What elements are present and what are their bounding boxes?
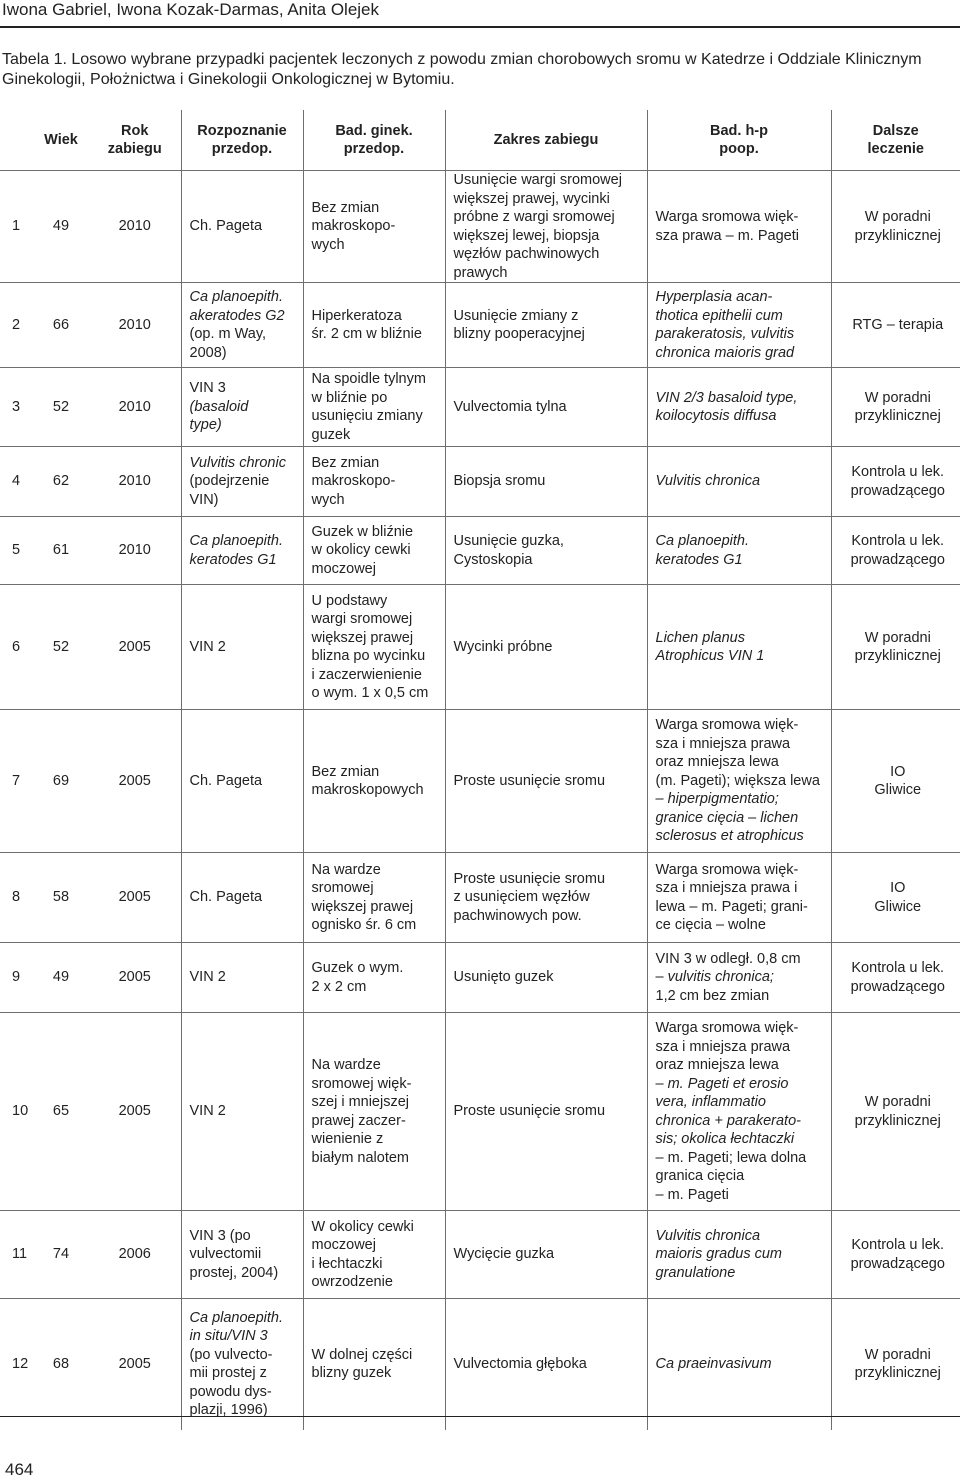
- cell-line: W poradni: [864, 1094, 931, 1110]
- cell-bad-ginek: [303, 943, 445, 1013]
- table-row: [0, 368, 960, 447]
- cell-line: W poradni: [864, 1346, 931, 1363]
- cell-zakres: [445, 283, 647, 368]
- cell-line: większej prawej, wycinki: [453, 190, 610, 207]
- header-bad-ginek: Bad. ginek. przedop.: [303, 110, 445, 171]
- cell-bad-hp: [647, 517, 831, 585]
- cell-line: prostej, 2004): [189, 1264, 279, 1281]
- table-row: [0, 517, 960, 585]
- cell-nr: 2: [12, 316, 21, 333]
- cell-line: maioris gradus cum: [655, 1246, 783, 1263]
- cell-line: Kontrola u lek.: [851, 464, 945, 480]
- cell-nr: 9: [12, 969, 21, 986]
- cell-line: – hiperpigmentatio;: [655, 791, 779, 808]
- cell-line: akeratodes G2: [189, 307, 285, 324]
- cell-line: blizny guzek: [311, 1365, 392, 1382]
- cell-line: keratodes G1: [655, 551, 743, 568]
- cell-line: Warga sromowa więk-: [655, 861, 799, 878]
- cell-line: pachwinowych pow.: [453, 907, 582, 924]
- cell-bad-ginek: [303, 585, 445, 710]
- cell-line: prawej zaczer-: [311, 1112, 406, 1129]
- cell-line: – vulvitis chronica;: [655, 969, 774, 986]
- cell-zakres: [445, 171, 647, 283]
- cell-wiek: 49: [52, 969, 70, 986]
- cell-nr: 1: [12, 218, 21, 235]
- cell-wiek: 49: [52, 218, 70, 235]
- cell-line: wych: [311, 236, 345, 253]
- table-bottom-rule: [0, 1416, 960, 1417]
- cell-rok: 2010: [118, 398, 151, 415]
- cell-rozp: [181, 853, 303, 943]
- cell-line: Kontrola u lek.: [851, 533, 945, 549]
- cell-zakres: [445, 447, 647, 517]
- cell-line: Wycięcie guzka: [453, 1246, 555, 1263]
- cell-rozp: [181, 368, 303, 447]
- cell-nr: 5: [12, 542, 21, 559]
- cell-line: (m. Pageti); większa lewa: [655, 772, 820, 789]
- cell-rok: 2005: [118, 1356, 151, 1372]
- cell-wiek: 62: [52, 473, 70, 490]
- cell-nr: 3: [12, 398, 21, 415]
- cell-dalsze: [831, 447, 960, 517]
- cell-bad-hp: [647, 1299, 831, 1430]
- header-rule: [0, 26, 960, 28]
- cell-bad-hp: [647, 853, 831, 943]
- cell-rozp: [181, 1211, 303, 1299]
- cell-wiek: 52: [52, 638, 70, 655]
- table-row: [0, 1013, 960, 1211]
- cell-line: sza i mniejsza prawa: [655, 1038, 791, 1055]
- cell-wiek: 52: [52, 398, 70, 415]
- cell-wiek: 61: [52, 542, 70, 559]
- cell-line: VIN 3 (po: [189, 1227, 251, 1244]
- cell-line: sza prawa – m. Pageti: [655, 227, 799, 244]
- cell-line: Ca praeinvasivum: [655, 1356, 772, 1372]
- cell-line: większej prawej: [311, 629, 414, 646]
- cell-line: W poradni: [864, 389, 931, 406]
- cell-line: moczowej: [311, 1237, 376, 1253]
- header-wiek: Wiek: [44, 131, 78, 148]
- cell-rok: 2005: [118, 772, 151, 789]
- header-rozpoznanie: Rozpoznanie przedop.: [181, 110, 303, 171]
- cell-nr: 7: [12, 772, 21, 789]
- cell-line: IO: [890, 880, 906, 896]
- cell-zakres: [445, 1211, 647, 1299]
- cell-bad-hp: [647, 368, 831, 447]
- cell-line: Ca planoepith.: [189, 533, 284, 549]
- cell-line: prowadzącego: [850, 978, 945, 995]
- cell-bad-hp: [647, 283, 831, 368]
- cell-line: Guzek o wym.: [311, 960, 404, 976]
- header-rok-line-2: zabiegu: [107, 141, 162, 157]
- cell-bad-ginek: [303, 517, 445, 585]
- cell-line: granulatione: [655, 1264, 736, 1281]
- cell-line: sromowej: [311, 880, 374, 896]
- cell-zakres: [445, 1299, 647, 1430]
- cell-line: Kontrola u lek.: [851, 1237, 945, 1253]
- cell-line: Ca planoepith.: [189, 289, 284, 305]
- cell-line: owrzodzenie: [311, 1274, 393, 1290]
- cell-dalsze: [831, 710, 960, 853]
- table-body: [0, 171, 960, 1430]
- cell-rok: 2005: [118, 889, 151, 906]
- header-bad-hp: Bad. h-p poop.: [647, 110, 831, 171]
- header-rok: [89, 110, 181, 171]
- cell-line: z usunięciem węzłów: [453, 889, 590, 906]
- cell-line: wych: [311, 491, 345, 508]
- cell-dalsze: [831, 1013, 960, 1211]
- cell-zakres: [445, 368, 647, 447]
- cell-rok: 2010: [118, 316, 151, 333]
- cell-line: (basaloid: [189, 398, 249, 415]
- cell-line: Vulvitis chronic: [189, 454, 286, 471]
- cell-line: Ch. Pageta: [189, 218, 263, 235]
- cell-zakres: [445, 943, 647, 1013]
- cell-rok: 2006: [118, 1246, 151, 1263]
- cell-dalsze: [831, 585, 960, 710]
- cell-line: Biopsja sromu: [453, 473, 546, 490]
- table-row: [0, 710, 960, 853]
- table-row: [0, 1299, 960, 1430]
- cell-wiek: 74: [52, 1246, 70, 1263]
- cell-rozp: [181, 283, 303, 368]
- cell-line: chronica + parakerato-: [655, 1112, 801, 1129]
- cell-line: Warga sromowa więk-: [655, 1020, 799, 1036]
- cell-line: blizna po wycinku: [311, 648, 426, 664]
- cell-line: 2 x 2 cm: [311, 978, 367, 995]
- cell-line: białym nalotem: [311, 1149, 410, 1166]
- cell-line: chronica maioris grad: [655, 344, 795, 361]
- cell-rok: 2010: [118, 218, 151, 235]
- cell-line: – m. Pageti et erosio: [655, 1075, 789, 1092]
- cell-line: blizny pooperacyjnej: [453, 326, 585, 342]
- cell-rok: 2005: [118, 638, 151, 655]
- cell-line: Proste usunięcie sromu: [453, 1103, 606, 1120]
- cell-line: Vulvectomia głęboka: [453, 1356, 587, 1372]
- cell-line: sis; okolica łechtaczki: [655, 1131, 795, 1147]
- cell-line: Bez zmian: [311, 763, 380, 780]
- table-row: [0, 853, 960, 943]
- cell-zakres: [445, 1013, 647, 1211]
- table-row: [0, 1211, 960, 1299]
- cell-line: prawych: [453, 264, 508, 281]
- cell-bad-ginek: [303, 368, 445, 447]
- cell-line: IO: [890, 763, 906, 780]
- table-row: [0, 283, 960, 368]
- cell-bad-ginek: [303, 1013, 445, 1211]
- cell-line: przyklinicznej: [854, 227, 941, 244]
- cell-wiek: 66: [52, 316, 70, 333]
- cell-line: granica cięcia: [655, 1168, 745, 1184]
- cell-line: w bliźnie po: [311, 389, 388, 406]
- cell-rozp: [181, 585, 303, 710]
- cell-line: plazji, 1996): [189, 1402, 268, 1419]
- cell-line: guzek: [311, 426, 351, 443]
- cell-line: Na spoidle tylnym: [311, 371, 426, 387]
- cell-line: ce cięcia – wolne: [655, 917, 766, 933]
- cell-line: 1,2 cm bez zmian: [655, 987, 770, 1004]
- cell-line: granice cięcia – lichen: [655, 809, 799, 826]
- cell-line: VIN 2: [189, 638, 226, 655]
- cell-line: Na wardze: [311, 861, 381, 878]
- cell-line: Bez zmian: [311, 454, 380, 471]
- cell-line: koilocytosis diffusa: [655, 408, 777, 424]
- cell-line: Hiperkeratoza: [311, 307, 402, 324]
- cell-line: VIN 2/3 basaloid type,: [655, 389, 798, 406]
- cell-dalsze: [831, 283, 960, 368]
- cell-line: (podejrzenie: [189, 473, 270, 490]
- cell-zakres: [445, 853, 647, 943]
- cell-line: Warga sromowa więk-: [655, 717, 799, 734]
- cell-line: prowadzącego: [850, 1255, 945, 1272]
- table-row: [0, 585, 960, 710]
- cell-line: makroskopo-: [311, 218, 396, 235]
- cell-line: Kontrola u lek.: [851, 960, 945, 976]
- cell-line: wienienie z: [311, 1131, 384, 1147]
- cell-nr: 10: [12, 1103, 29, 1120]
- cell-line: 2008): [189, 344, 227, 361]
- cell-dalsze: [831, 853, 960, 943]
- cell-line: Proste usunięcie sromu: [453, 870, 606, 887]
- cell-line: oraz mniejsza lewa: [655, 754, 779, 771]
- cell-line: Guzek w bliźnie: [311, 523, 414, 540]
- cell-line: makroskopo-: [311, 473, 396, 490]
- cell-wiek: 68: [52, 1356, 70, 1372]
- cell-line: większej lewej, biopsja: [453, 227, 600, 244]
- cell-bad-ginek: [303, 171, 445, 283]
- cell-line: Gliwice: [874, 898, 922, 915]
- cell-rozp: [181, 447, 303, 517]
- cell-line: Usunięto guzek: [453, 969, 554, 986]
- cell-rozp: [181, 1299, 303, 1430]
- header-nr: [0, 110, 33, 171]
- cell-zakres: [445, 585, 647, 710]
- cell-dalsze: [831, 1211, 960, 1299]
- cell-line: przyklinicznej: [854, 1365, 941, 1382]
- cell-rozp: [181, 943, 303, 1013]
- header-zakres: Zakres zabiegu: [445, 110, 647, 171]
- cell-line: parakeratosis, vulvitis: [655, 326, 795, 342]
- cell-line: Atrophicus VIN 1: [655, 648, 765, 664]
- cell-line: Proste usunięcie sromu: [453, 772, 606, 789]
- cell-line: W poradni: [864, 209, 931, 225]
- cell-dalsze: [831, 943, 960, 1013]
- cell-line: prowadzącego: [850, 551, 945, 568]
- cell-rok: 2005: [118, 969, 151, 986]
- cell-nr: 4: [12, 473, 21, 490]
- table-header-row: [0, 110, 960, 171]
- cell-line: usunięciu zmiany: [311, 408, 423, 424]
- cell-line: Ch. Pageta: [189, 889, 263, 906]
- cell-bad-hp: [647, 1013, 831, 1211]
- cell-rok: 2010: [118, 542, 151, 559]
- cell-line: ognisko śr. 6 cm: [311, 917, 417, 933]
- cell-line: moczowej: [311, 560, 376, 577]
- table-row: [0, 171, 960, 283]
- cell-wiek: 69: [52, 772, 70, 789]
- cell-line: U podstawy: [311, 592, 388, 609]
- cell-line: Na wardze: [311, 1057, 381, 1073]
- cell-nr: 11: [12, 1246, 28, 1263]
- cell-line: Lichen planus: [655, 629, 745, 646]
- header-dalsze: Dalsze leczenie: [831, 110, 960, 171]
- page-number: 464: [5, 1460, 34, 1479]
- header-rok-line-1: Rok: [121, 122, 149, 139]
- cell-line: sclerosus et atrophicus: [655, 828, 804, 845]
- cell-line: Hyperplasia acan-: [655, 289, 773, 305]
- cell-line: Usunięcie wargi sromowej: [453, 172, 622, 188]
- cell-line: w okolicy cewki: [311, 542, 411, 559]
- cell-rok: 2010: [118, 473, 151, 490]
- cell-line: i łechtaczki: [311, 1255, 383, 1272]
- cell-line: vera, inflammatio: [655, 1094, 766, 1110]
- cell-rozp: [181, 171, 303, 283]
- cell-line: oraz mniejsza lewa: [655, 1057, 779, 1073]
- cell-line: W okolicy cewki: [311, 1218, 414, 1235]
- cell-bad-hp: [647, 943, 831, 1013]
- cell-rozp: [181, 517, 303, 585]
- cell-line: (op. m Way,: [189, 326, 267, 342]
- cell-rok: 2005: [118, 1103, 151, 1120]
- cell-line: mii prostej z: [189, 1365, 267, 1382]
- cell-bad-ginek: [303, 1299, 445, 1430]
- cell-bad-hp: [647, 710, 831, 853]
- cell-rozp: [181, 1013, 303, 1211]
- cell-bad-ginek: [303, 710, 445, 853]
- cell-line: Cystoskopia: [453, 551, 533, 568]
- cell-line: VIN 2: [189, 1103, 226, 1120]
- cell-line: vulvectomii: [189, 1246, 262, 1263]
- cell-line: węzłów pachwinowych: [453, 246, 600, 262]
- cell-bad-ginek: [303, 283, 445, 368]
- cell-wiek: 65: [52, 1103, 70, 1120]
- cell-dalsze: [831, 368, 960, 447]
- cell-line: przyklinicznej: [854, 408, 941, 424]
- cell-line: thotica epithelii cum: [655, 307, 783, 324]
- cell-line: prowadzącego: [850, 482, 945, 499]
- cell-line: in situ/VIN 3: [189, 1328, 268, 1345]
- table-row: [0, 447, 960, 517]
- cell-line: wargi sromowej: [311, 611, 413, 627]
- cell-line: Warga sromowa więk-: [655, 209, 799, 225]
- cell-nr: 6: [12, 638, 21, 655]
- cell-line: RTG – terapia: [852, 316, 944, 333]
- cell-line: Gliwice: [874, 782, 922, 798]
- cell-line: Ca planoepith.: [189, 1309, 284, 1326]
- cell-line: type): [189, 417, 222, 434]
- cell-line: VIN): [189, 491, 219, 508]
- cell-line: przyklinicznej: [854, 648, 941, 664]
- cell-dalsze: [831, 517, 960, 585]
- cell-bad-hp: [647, 585, 831, 710]
- cell-dalsze: [831, 1299, 960, 1430]
- cell-line: szej i mniejszej: [311, 1094, 409, 1110]
- cell-line: próbne z wargi sromowej: [453, 209, 615, 225]
- cell-line: Vulvitis chronica: [655, 1227, 761, 1244]
- cell-line: VIN 3 w odległ. 0,8 cm: [655, 950, 801, 967]
- cell-line: o wym. 1 x 0,5 cm: [311, 685, 429, 701]
- cell-line: Usunięcie zmiany z: [453, 307, 579, 324]
- cell-zakres: [445, 710, 647, 853]
- cell-line: VIN 2: [189, 969, 226, 986]
- cell-line: Vulvectomia tylna: [453, 398, 567, 415]
- cell-line: (po vulvecto-: [189, 1346, 273, 1363]
- cell-zakres: [445, 517, 647, 585]
- cell-line: Ch. Pageta: [189, 772, 263, 789]
- cell-line: keratodes G1: [189, 551, 277, 568]
- cell-line: W poradni: [864, 629, 931, 646]
- cell-line: – m. Pageti; lewa dolna: [655, 1149, 807, 1166]
- table-caption: Tabela 1. Losowo wybrane przypadki pacjentek leczonych z powodu zmian chorobowych sromu w Katedrze i Oddziale Klinicznym Ginekologii, Położnictwa i Ginekologii Onkologicznej w Bytomiu.: [2, 51, 922, 88]
- cell-bad-ginek: [303, 1211, 445, 1299]
- cell-bad-ginek: [303, 853, 445, 943]
- cell-line: Usunięcie guzka,: [453, 533, 564, 549]
- cell-line: sza i mniejsza prawa i: [655, 880, 798, 896]
- cell-nr: 8: [12, 889, 21, 906]
- cell-line: – m. Pageti: [655, 1186, 729, 1203]
- cell-dalsze: [831, 171, 960, 283]
- cell-bad-hp: [647, 1211, 831, 1299]
- cell-line: lewa – m. Pageti; grani-: [655, 898, 808, 915]
- cell-line: VIN 3: [189, 380, 226, 397]
- running-head-authors: Iwona Gabriel, Iwona Kozak-Darmas, Anita Olejek: [2, 0, 380, 19]
- cell-nr: 12: [12, 1356, 29, 1372]
- cell-line: śr. 2 cm w bliźnie: [311, 326, 422, 342]
- cases-table: [0, 110, 960, 1430]
- cell-line: i zaczerwienienie: [311, 666, 422, 683]
- cell-wiek: 58: [52, 889, 70, 906]
- cell-line: W dolnej części: [311, 1346, 413, 1363]
- cell-line: Wycinki próbne: [453, 638, 553, 655]
- cell-line: przyklinicznej: [854, 1112, 941, 1129]
- cell-line: makroskopowych: [311, 782, 424, 798]
- cell-line: większej prawej: [311, 898, 414, 915]
- cell-bad-hp: [647, 447, 831, 517]
- table-row: [0, 943, 960, 1013]
- cell-bad-hp: [647, 171, 831, 283]
- cell-bad-ginek: [303, 447, 445, 517]
- cell-line: Ca planoepith.: [655, 533, 750, 549]
- cell-line: Bez zmian: [311, 199, 380, 216]
- cell-line: sza i mniejsza prawa: [655, 735, 791, 752]
- cell-rozp: [181, 710, 303, 853]
- cell-line: powodu dys-: [189, 1383, 272, 1400]
- cell-line: Vulvitis chronica: [655, 473, 761, 490]
- cell-line: sromowej więk-: [311, 1075, 412, 1092]
